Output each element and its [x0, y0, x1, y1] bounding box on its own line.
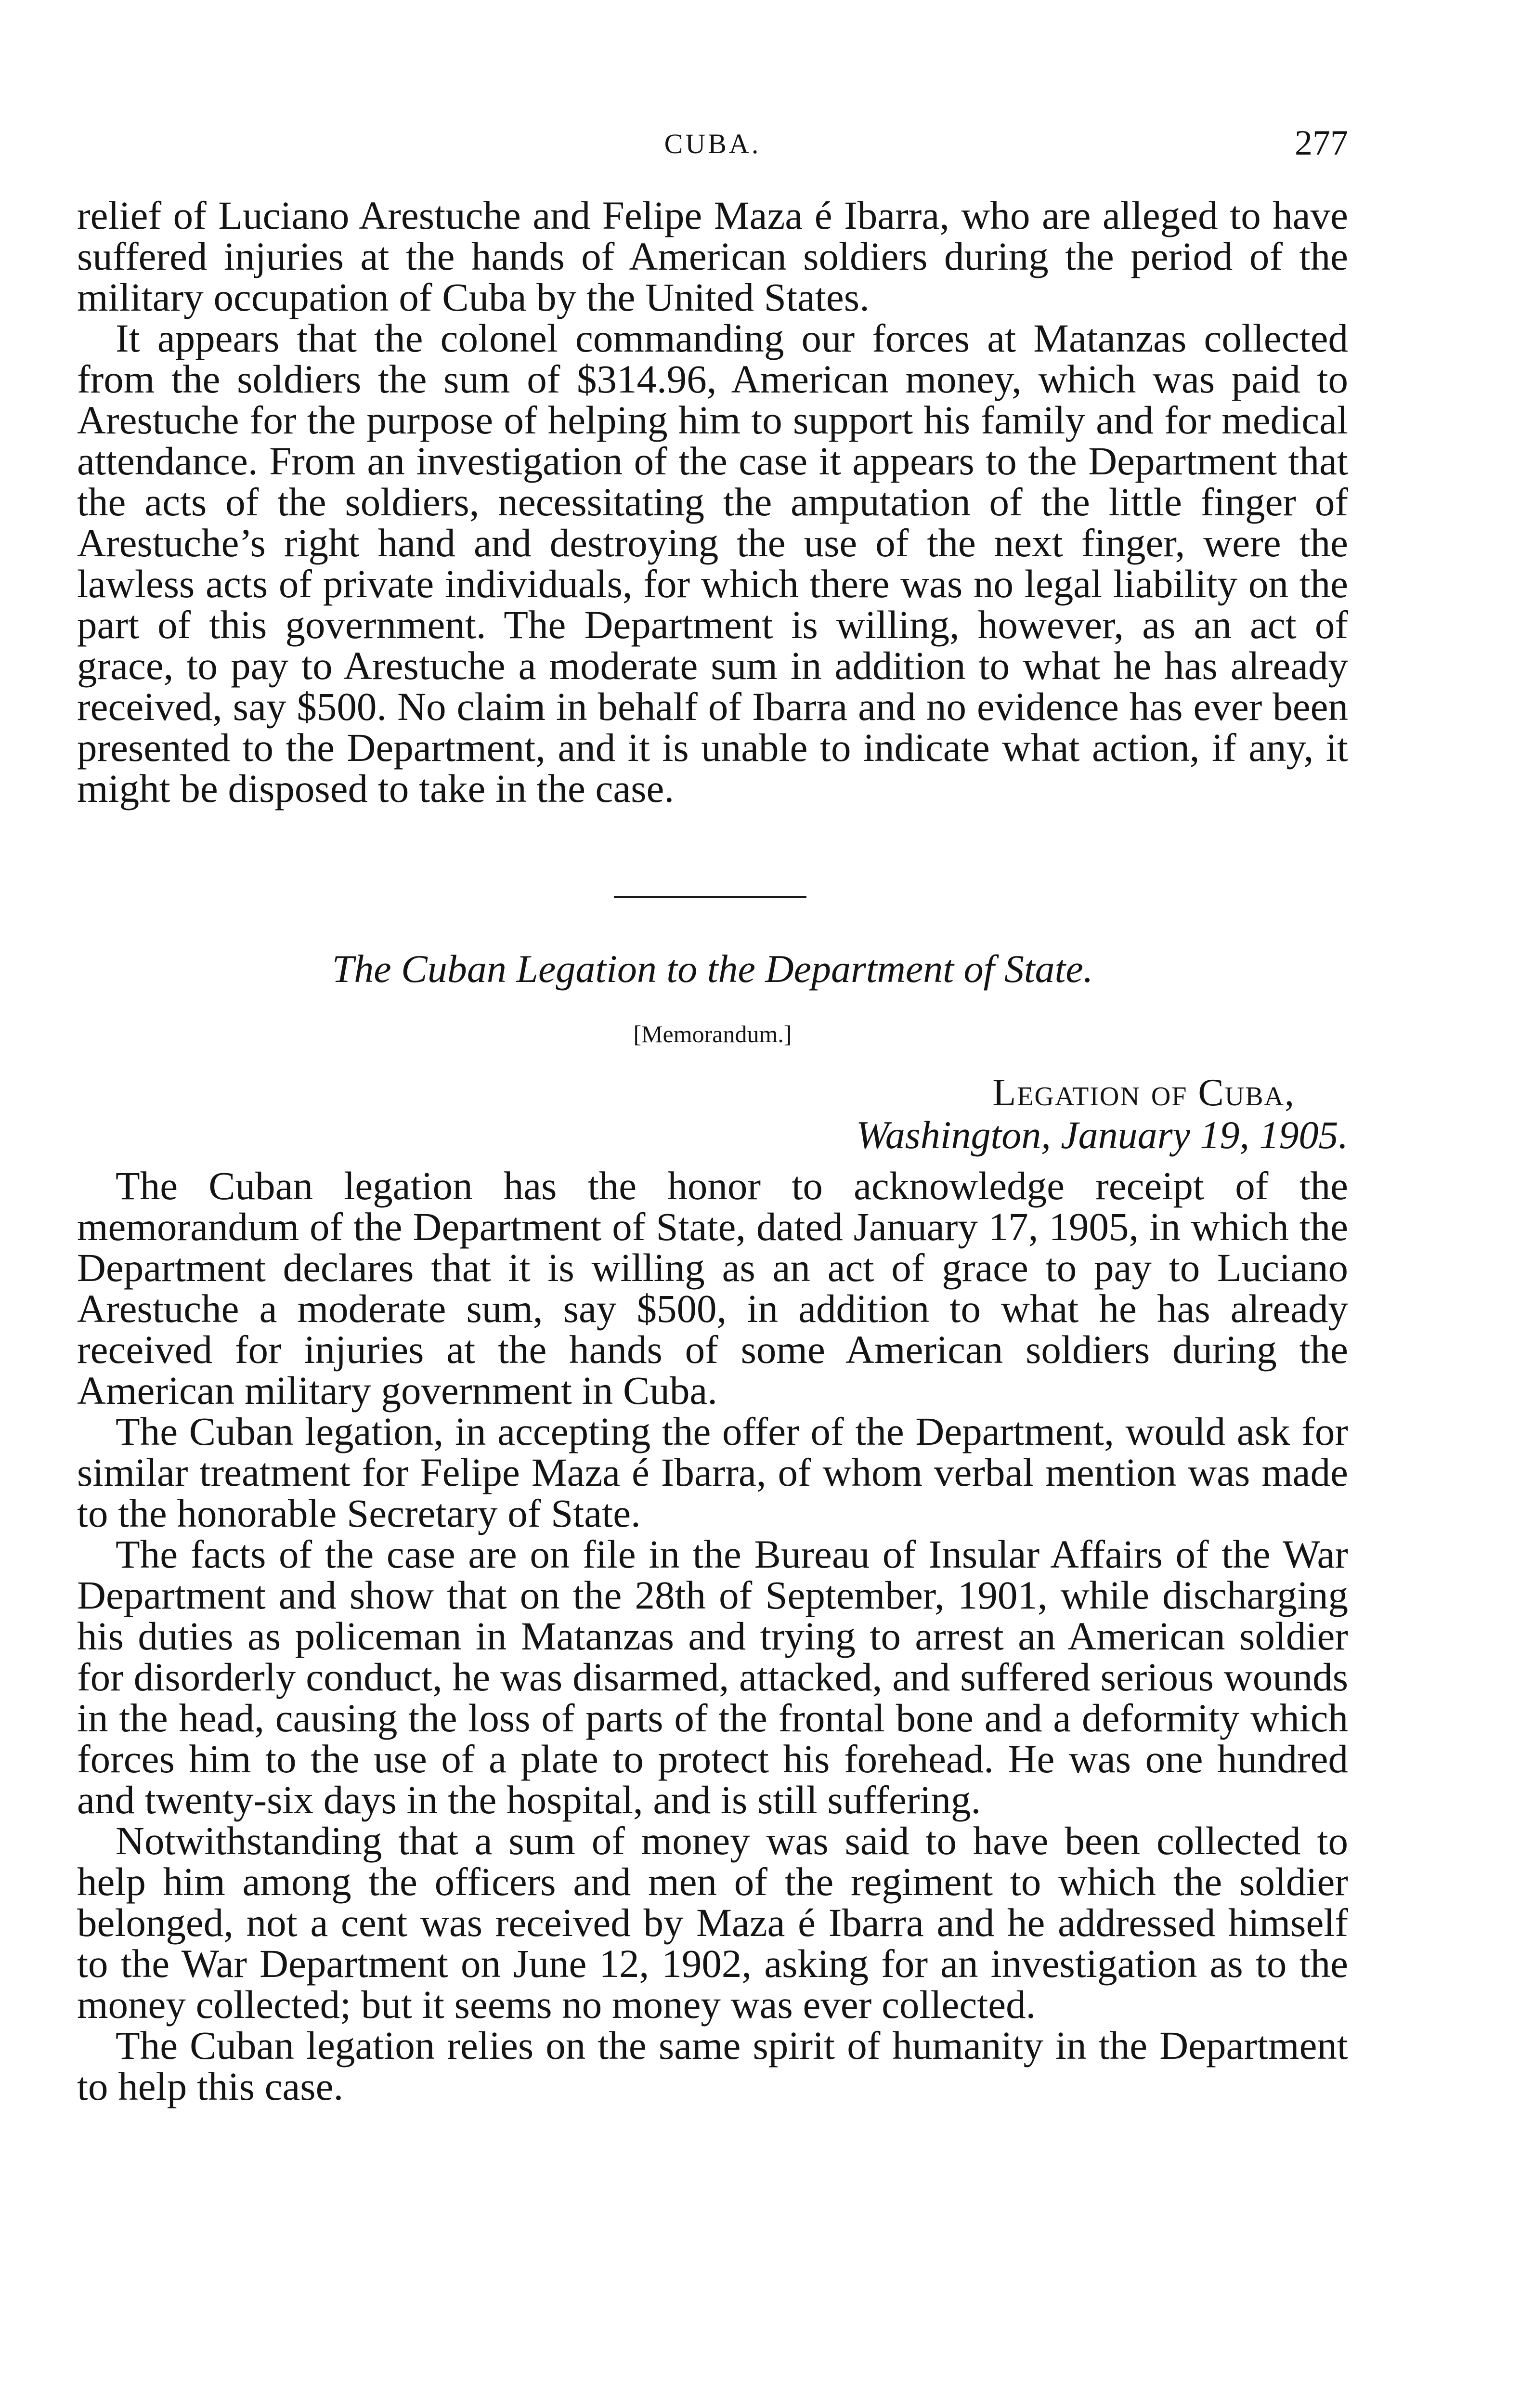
dateline-place: Legation of Cuba,	[992, 1072, 1295, 1114]
paragraph: The Cuban legation, in accepting the offer of the Department, would ask for similar treatment for Felipe Maza é Ibarra, of whom verbal mention was made to the honorable Secretary of State.	[77, 1409, 1348, 1535]
running-title: CUBA.	[664, 128, 761, 159]
document-type-label: [Memorandum.]	[633, 1021, 792, 1047]
section-divider	[614, 896, 806, 898]
page-number: 277	[1295, 123, 1348, 163]
paragraph-continuation: relief of Luciano Arestuche and Felipe Maza é Ibarra, who are alleged to have suffered injuries at the hands of American soldiers during the period of the military occupation of Cuba by the United States.	[77, 193, 1348, 319]
paragraph: The facts of the case are on file in the Bureau of Insular Affairs of the War Department and show that on the 28th of September, 1901, while discharging his duties as policeman in Matanzas and trying to arrest an American soldier for disorderly conduct, he was disarmed, attacked, and suffered serious wounds in the head, causing the loss of parts of the frontal bone and a deformity which forces him to the use of a plate to protect his forehead. He was one hundred and twenty-six days in the hospital, and is still suffering.	[77, 1532, 1348, 1822]
legation-memorandum-body	[77, 1165, 1348, 2107]
paragraph: It appears that the colonel commanding our forces at Matanzas collected from the soldiers the sum of $314.96, American money, which was paid to Arestuche for the purpose of helping him to support his family and for medical attendance. From an investigation of the case it appears to the Department that the acts of the soldiers, necessitating the amputation of the little finger of Arestuche’s right hand and destroying the use of the next finger, were the lawless acts of private individuals, for which there was no legal liability on the part of this government. The Department is willing, however, as an act of grace, to pay to Arestuche a moderate sum in addition to what he has already received, say $500. No claim in behalf of Ibarra and no evidence has ever been presented to the Department, and it is unable to indicate what action, if any, it might be disposed to take in the case.	[77, 316, 1348, 811]
continued-memorandum-text	[77, 195, 1348, 809]
running-header	[77, 123, 1348, 166]
paragraph: The Cuban legation has the honor to acknowledge receipt of the memorandum of the Department of State, dated January 17, 1905, in which the Department declares that it is willing as an act of grace to pay to Luciano Arestuche a moderate sum, say $500, in addition to what he has already received for injuries at the hands of some American soldiers during the American military government in Cuba.	[77, 1164, 1348, 1413]
dateline	[856, 1072, 1348, 1156]
document-title: The Cuban Legation to the Department of State.	[332, 947, 1093, 991]
paragraph: The Cuban legation relies on the same spirit of humanity in the Department to help this case.	[77, 2023, 1348, 2108]
dateline-date: Washington, January 19, 1905.	[856, 1113, 1348, 1157]
paragraph: Notwithstanding that a sum of money was said to have been collected to help him among the officers and men of the regiment to which the soldier belonged, not a cent was received by Maza é Ibarra and he addressed himself to the War Department on June 12, 1902, asking for an investigation as to the money collected; but it seems no money was ever collected.	[77, 1819, 1348, 2027]
